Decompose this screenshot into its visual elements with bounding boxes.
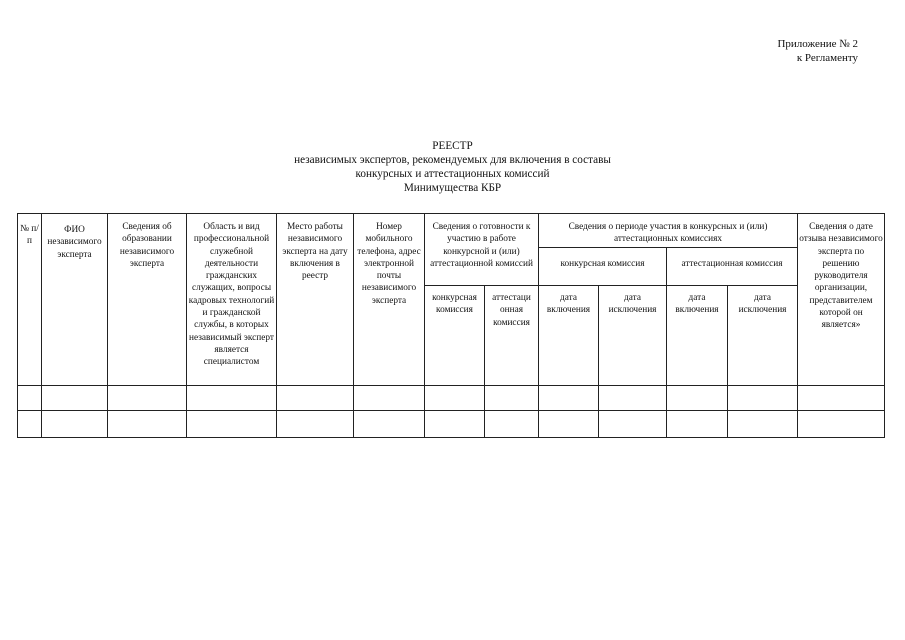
table-cell: [277, 411, 354, 438]
appendix-reference: к Регламенту: [796, 52, 858, 64]
table-cell: [667, 411, 728, 438]
table-cell: [728, 411, 798, 438]
header-period-attestation: аттестационная комиссия: [667, 248, 798, 286]
table-cell: [485, 411, 539, 438]
table-cell: [539, 411, 599, 438]
table-cell: [425, 411, 485, 438]
table-cell: [485, 386, 539, 411]
table-cell: [728, 386, 798, 411]
title-heading: РЕЕСТР: [432, 140, 473, 152]
table-cell: [187, 386, 277, 411]
title-line-4: Минимущества КБР: [403, 182, 502, 194]
table-cell: [108, 386, 187, 411]
table-cell: [354, 411, 425, 438]
registry-table: [17, 213, 885, 438]
header-attestation-date-in: дата включения: [667, 286, 728, 386]
title-line-2: независимых экспертов, рекомендуемых для включения в составы: [294, 154, 611, 166]
header-revocation: Сведения о дате отзыва независимого эксперта по решению руководителя организации, представителем которой он является»: [798, 214, 885, 386]
header-contacts: Номер мобильного телефона, адрес электронной почты независимого эксперта: [354, 214, 425, 386]
title-line-3: конкурсных и аттестационных комиссий: [355, 168, 550, 180]
table-cell: [187, 411, 277, 438]
header-num: № п/п: [18, 214, 42, 386]
table-cell: [599, 411, 667, 438]
header-activity: Область и вид профессиональной служебной деятельности гражданских служащих, вопросы кадровых технологий и гражданской службы, в которых независимый эксперт является специалистом: [187, 214, 277, 386]
header-period-competition: конкурсная комиссия: [539, 248, 667, 286]
table-row: [18, 411, 885, 438]
header-attestation-date-out: дата исключения: [728, 286, 798, 386]
header-readiness-competition: конкурсная комиссия: [425, 286, 485, 386]
table-cell: [354, 386, 425, 411]
header-period: Сведения о периоде участия в конкурсных и (или) аттестационных комиссиях: [539, 214, 798, 248]
table-cell: [599, 386, 667, 411]
table-cell: [18, 411, 42, 438]
table-cell: [667, 386, 728, 411]
header-workplace: Место работы независимого эксперта на дату включения в реестр: [277, 214, 354, 386]
header-competition-date-in: дата включения: [539, 286, 599, 386]
table-cell: [18, 386, 42, 411]
table-cell: [539, 386, 599, 411]
table-cell: [42, 386, 108, 411]
header-competition-date-out: дата исключения: [599, 286, 667, 386]
header-readiness: Сведения о готовности к участию в работе конкурсной и (или) аттестационной комиссий: [425, 214, 539, 286]
document-title: [0, 139, 905, 195]
table-cell: [108, 411, 187, 438]
table-row: [18, 386, 885, 411]
table-cell: [42, 411, 108, 438]
header-fio: ФИО независимого эксперта: [42, 214, 108, 386]
table-cell: [798, 411, 885, 438]
appendix-note: [777, 37, 858, 65]
appendix-number: Приложение № 2: [777, 38, 858, 50]
header-readiness-attestation: аттестаци онная комиссия: [485, 286, 539, 386]
table-cell: [425, 386, 485, 411]
header-education: Сведения об образовании независимого эксперта: [108, 214, 187, 386]
table-cell: [798, 386, 885, 411]
table-cell: [277, 386, 354, 411]
